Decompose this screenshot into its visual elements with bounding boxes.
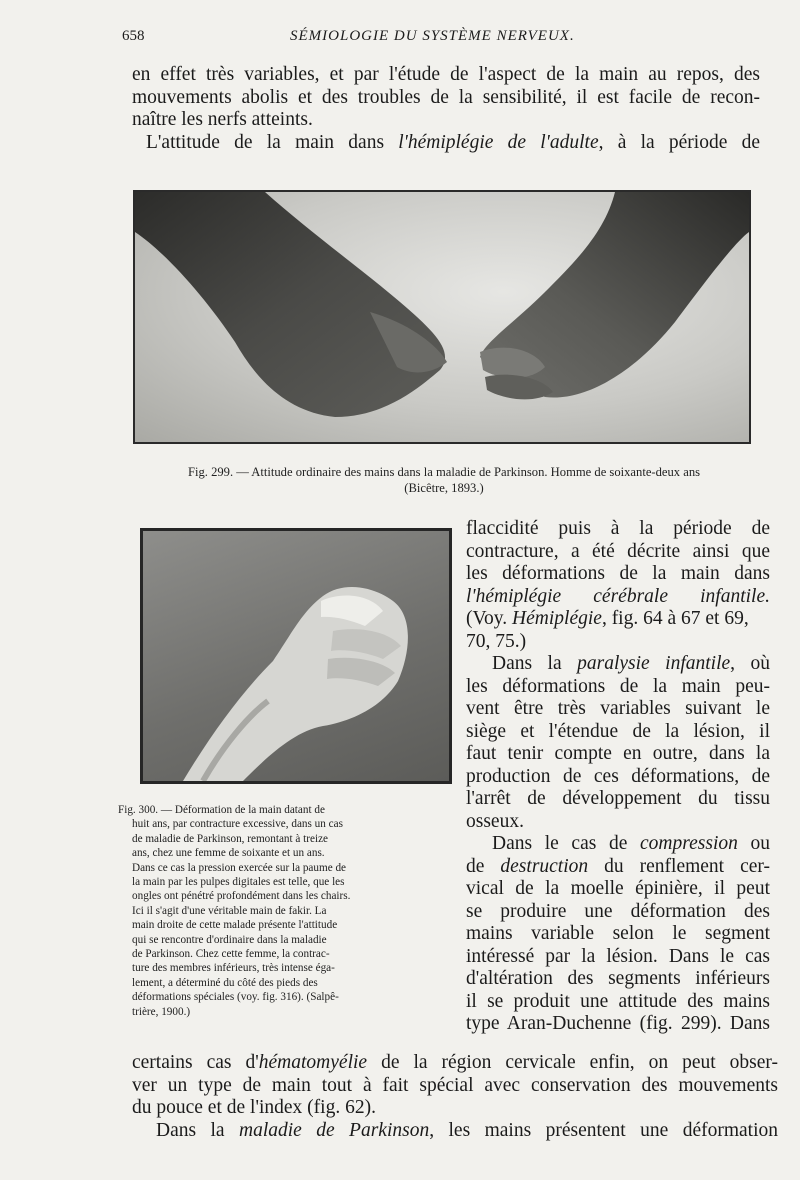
fist-illustration [143, 531, 449, 781]
text-line: naître les nerfs atteints. [132, 109, 313, 130]
caption-line: de Parkinson. Chez cette femme, la contrac- [132, 948, 330, 961]
text-line: faut tenir compte en outre, dans la [466, 743, 770, 764]
caption-line: Fig. 300. — Déformation de la main datant de [118, 804, 325, 816]
figure-300-caption [118, 803, 444, 1019]
figure-300-photo [140, 528, 452, 784]
caption-line: ture des membres inférieurs, très intense éga- [132, 962, 335, 975]
running-title: SÉMIOLOGIE DU SYSTÈME NERVEUX. [290, 28, 575, 44]
text-line: en effet très variables, et par l'étude de l'aspect de la main au repos, des [132, 64, 760, 85]
text-line: type Aran-Duchenne (fig. 299). Dans [466, 1013, 770, 1034]
caption-line: trière, 1900.) [132, 1005, 191, 1018]
text-line: mains variable selon le segment [466, 923, 770, 944]
caption-line: lement, a déterminé du côté des pieds des [132, 976, 318, 989]
text-line: il se produit une attitude des mains [466, 990, 770, 1012]
text-line: osseux. [466, 810, 524, 832]
text-line: vical de la moelle épinière, il peut [466, 878, 770, 899]
text-line: se produire une déformation des [466, 900, 770, 922]
caption-line: Ici il s'agit d'une véritable main de fakir. La [132, 904, 327, 917]
caption-line: de maladie de Parkinson, remontant à treize [132, 832, 329, 845]
caption-line: qui se rencontre d'ordinaire dans la maladie [132, 933, 327, 946]
text-line: ver un type de main tout à fait spécial avec conservation des mouvements [132, 1074, 778, 1096]
text-line: vent être très variables suivant le [466, 698, 770, 719]
text-line: du pouce et de l'index (fig. 62). [132, 1097, 376, 1118]
text-line: contracture, a été décrite ainsi que [466, 540, 770, 562]
hands-illustration [135, 192, 749, 442]
text-line: d'altération des segments inférieurs [466, 968, 770, 989]
text-line: L'attitude de la main dans l'hémiplégie de l'adulte, à la période de [146, 131, 761, 153]
intro-paragraph [132, 64, 760, 154]
caption-line: Dans ce cas la pression exercée sur la paume de [132, 861, 347, 874]
text-line: intéressé par la lésion. Dans le cas [466, 945, 770, 967]
text-line: de destruction du renflement cer- [466, 855, 770, 877]
text-line: les déformations de la main peu- [466, 675, 770, 697]
text-line: Dans le cas de compression ou [492, 833, 771, 854]
text-line: 70, 75.) [466, 630, 527, 652]
text-line: flaccidité puis à la période de [466, 518, 770, 539]
closing-paragraph [132, 1052, 778, 1142]
caption-line: (Bicêtre, 1893.) [404, 481, 484, 495]
text-line: l'hémiplégie cérébrale infantile. [466, 585, 770, 607]
text-line: (Voy. Hémiplégie, fig. 64 à 67 et 69, [466, 608, 749, 629]
text-line: Dans la paralysie infantile, où [492, 653, 771, 674]
caption-line: déformations spéciales (voy. fig. 316). (Salpê- [132, 991, 339, 1004]
text-line: production de ces déformations, de [466, 765, 770, 787]
page-number: 658 [122, 28, 145, 44]
text-line: certains cas d'hématomyélie de la région cervicale enfin, on peut obser- [132, 1052, 778, 1073]
text-line: Dans la maladie de Parkinson, les mains présentent une déformation [156, 1119, 778, 1141]
caption-line: ongles ont pénétré profondément dans les chairs. [132, 890, 351, 903]
caption-line: Fig. 299. — Attitude ordinaire des mains dans la maladie de Parkinson. Homme de soixante-deux ans [187, 465, 701, 479]
figure-299-photo [133, 190, 751, 444]
page-header [0, 28, 800, 50]
caption-line: la main par les pulpes digitales est telle, que les [132, 876, 345, 889]
text-line: mouvements abolis et des troubles de la sensibilité, il est facile de recon- [132, 86, 760, 108]
caption-line: main droite de cette malade présente l'attitude [132, 919, 338, 932]
caption-line: huit ans, par contracture excessive, dans un cas [132, 818, 343, 831]
text-line: l'arrêt de développement du tissu [466, 788, 770, 809]
text-line: les déformations de la main dans [466, 563, 770, 584]
caption-line: ans, chez une femme de soixante et un ans. [132, 847, 325, 860]
right-column-text [466, 518, 770, 1036]
text-line: siège et l'étendue de la lésion, il [466, 720, 770, 742]
figure-299-caption [130, 464, 758, 496]
